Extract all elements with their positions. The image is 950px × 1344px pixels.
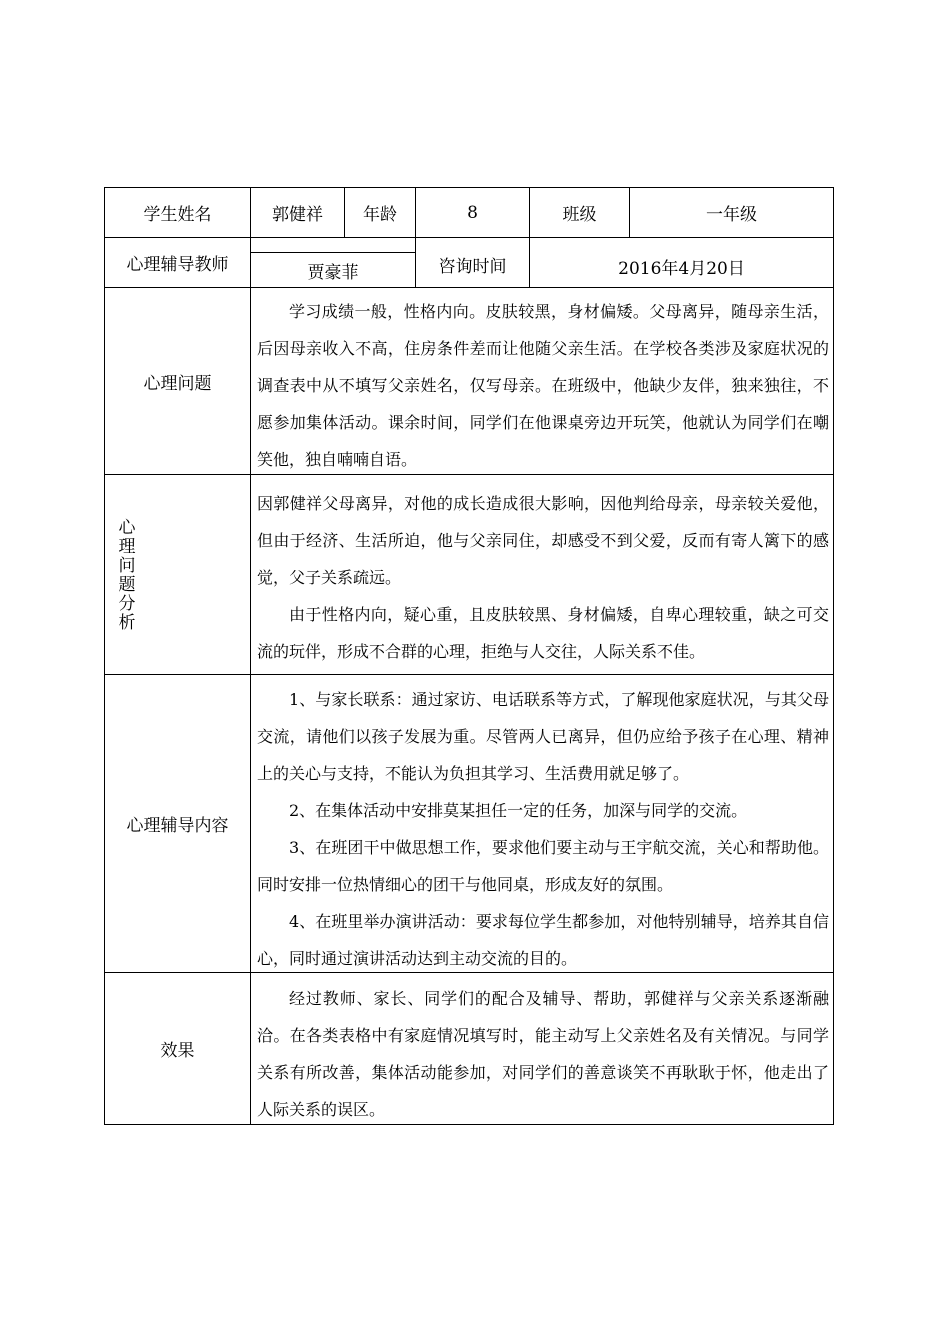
- counseling-paragraph: 2、在集体活动中安排莫某担任一定的任务，加深与同学的交流。: [289, 801, 748, 820]
- problem-text: [257, 293, 829, 478]
- counseling-paragraph: 4、在班里举办演讲活动：要求每位学生都参加，对他特别辅导，培养其自信心，同时通过演讲活动达到主动交流的目的。: [257, 912, 829, 968]
- age-label: 年龄: [363, 205, 397, 225]
- teacher-name: 贾豪菲: [307, 262, 359, 283]
- counseling-label: 心理辅导内容: [126, 816, 229, 836]
- teacher-label: 心理辅导教师: [126, 255, 229, 275]
- effect-paragraph: 经过教师、家长、同学们的配合及辅导、帮助，郭健祥与父亲关系逐渐融洽。在各类表格中有家庭情况填写时，能主动写上父亲姓名及有关情况。与同学关系有所改善，集体活动能参加，对同学们的善意谈笑不再耿耿于怀，他走出了人际关系的误区。: [257, 989, 829, 1119]
- analysis-label-cell: [105, 475, 145, 674]
- age-value: 8: [467, 202, 478, 223]
- effect-label: 效果: [160, 1041, 195, 1061]
- counseling-paragraph: 3、在班团干中做思想工作，要求他们要主动与王宇航交流，关心和帮助他。同时安排一位热情细心的团干与他同桌，形成友好的氛围。: [257, 838, 829, 894]
- student-name-label: 学生姓名: [143, 205, 212, 225]
- counseling-text: [257, 681, 829, 977]
- analysis-text: [257, 485, 829, 670]
- class-label: 班级: [562, 205, 597, 225]
- label-column-divider: [250, 188, 251, 1124]
- problem-label: 心理问题: [143, 373, 212, 394]
- counseling-record-table: [104, 187, 834, 1125]
- counseling-paragraph: 1、与家长联系：通过家访、电话联系等方式，了解现他家庭状况，与其父母交流，请他们以孩子发展为重。尽管两人已离异，但仍应给予孩子在心理、精神上的关心与支持，不能认为负担其学习、生活费用就足够了。: [257, 690, 829, 783]
- analysis-paragraph: 由于性格内向，疑心重，且皮肤较黑、身材偏矮，自卑心理较重，缺之可交流的玩伴，形成不合群的心理，拒绝与人交往，人际关系不佳。: [257, 605, 829, 661]
- class-value: 一年级: [706, 205, 757, 225]
- consult-time-value: 2016年4月20日: [618, 259, 745, 279]
- effect-text: [257, 980, 829, 1128]
- problem-paragraph: 学习成绩一般，性格内向。皮肤较黑，身材偏矮。父母离异，随母亲生活，后因母亲收入不高，住房条件差而让他随父亲生活。在学校各类涉及家庭状况的调查表中从不填写父亲姓名，仅写母亲。在班级中，他缺少友伴，独来独往，不愿参加集体活动。课余时间，同学们在他课桌旁边开玩笑，他就认为同学们在嘲笑他，独自喃喃自语。: [257, 302, 829, 469]
- consult-time-label: 咨询时间: [438, 257, 507, 277]
- student-name-value: 郭健祥: [272, 205, 323, 225]
- analysis-label: 心理问题分析: [114, 517, 135, 632]
- analysis-paragraph: 因郭健祥父母离异，对他的成长造成很大影响，因他判给母亲，母亲较关爱他，但由于经济、生活所迫，他与父亲同住，却感受不到父爱，反而有寄人篱下的感觉，父子关系疏远。: [257, 494, 829, 587]
